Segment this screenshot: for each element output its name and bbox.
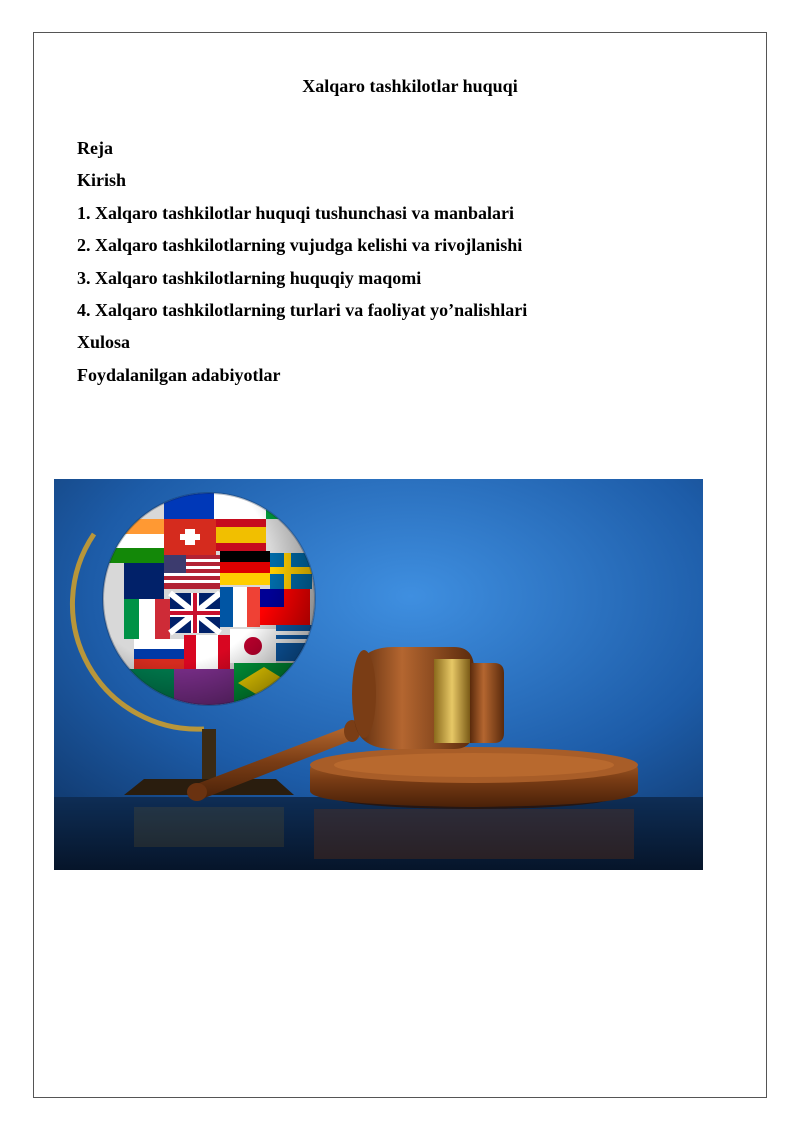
page-title: Xalqaro tashkilotlar huquqi [302,76,518,96]
toc-item-2: 2. Xalqaro tashkilotlarning vujudga kelishi va rivojlanishi [77,235,523,256]
table-of-contents [77,137,527,396]
toc-item-kirish: Kirish [77,170,127,191]
toc-item-3: 3. Xalqaro tashkilotlarning huquqiy maqomi [77,267,422,288]
toc-item-foydalanilgan-adabiyotlar: Foydalanilgan adabiyotlar [77,364,281,385]
toc-item-xulosa: Xulosa [77,332,131,353]
toc-heading-reja: Reja [77,138,113,158]
toc-item-1: 1. Xalqaro tashkilotlar huquqi tushunchasi va manbalari [77,202,514,223]
globe-and-gavel-image [54,479,703,870]
toc-item-4: 4. Xalqaro tashkilotlarning turlari va faoliyat yo’nalishlari [77,299,528,320]
